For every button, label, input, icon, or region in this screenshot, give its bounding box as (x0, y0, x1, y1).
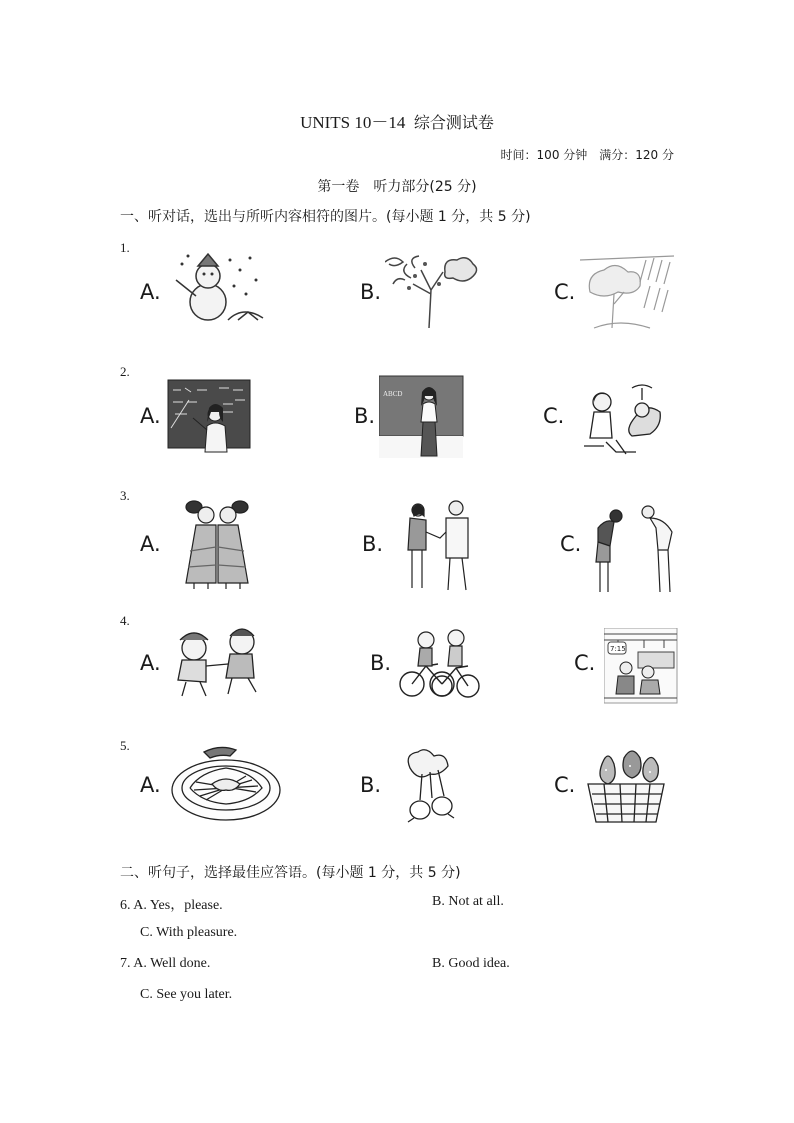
page-title (0, 108, 794, 133)
bowing-icon (592, 502, 682, 598)
time-info: 时间：100 分钟 满分：120 分 (500, 148, 674, 162)
option-label: A. (140, 404, 161, 428)
title-cn: 综合测试卷 (413, 113, 494, 132)
option-label: B. (354, 404, 376, 428)
hugging-women-icon (180, 497, 255, 596)
dentist-icon (576, 380, 666, 459)
question-7-option-a: 7. A. Well done. (120, 956, 211, 971)
option-label: C. (554, 280, 576, 304)
children-on-bus-icon (604, 628, 678, 708)
option-label: B. (360, 280, 382, 304)
question-number: 1. (120, 240, 130, 255)
question-number: 5. (120, 738, 130, 753)
option-label: C. (543, 404, 565, 428)
question-number: 4. (120, 613, 130, 628)
section2-heading: 二、听句子，选择最佳应答语。(每小题 1 分，共 5 分) (120, 865, 461, 881)
children-cycling-icon (398, 626, 482, 702)
windy-tree-icon (385, 250, 485, 334)
option-label: A. (140, 280, 161, 304)
option-label: C. (554, 773, 576, 797)
teacher-abcd-board-icon (379, 374, 464, 463)
option-label: A. (140, 773, 161, 797)
question-number: 3. (120, 488, 130, 503)
noodles-plate-icon (170, 742, 282, 828)
question-6-option-b: B. Not at all. (432, 894, 504, 909)
board-text: ABCD (383, 390, 403, 398)
handshake-icon (404, 498, 476, 598)
option-label: B. (362, 532, 384, 556)
teacher-blackboard-icon (167, 378, 252, 458)
snowman-icon (168, 250, 268, 329)
option-label: A. (140, 651, 161, 675)
option-label: C. (574, 651, 596, 675)
title-en: UNITS 10－14 (300, 113, 406, 132)
question-7-option-c: C. See you later. (140, 987, 233, 1002)
strawberry-basket-icon (584, 744, 668, 830)
question-number: 2. (120, 364, 130, 379)
vegetables-icon (400, 748, 460, 828)
option-label: B. (370, 651, 392, 675)
children-walking-icon (166, 624, 264, 704)
option-label: C. (560, 532, 582, 556)
clock-text: 7:15 (610, 645, 626, 653)
question-7-option-b: B. Good idea. (432, 956, 510, 971)
question-6-option-a: 6. A. Yes，please. (120, 898, 223, 913)
question-6-option-c: C. With pleasure. (140, 925, 238, 940)
option-label: A. (140, 532, 161, 556)
part-title: 第一卷 听力部分(25 分) (317, 179, 477, 195)
section1-heading: 一、听对话，选出与所听内容相符的图片。(每小题 1 分，共 5 分) (120, 209, 531, 225)
rainy-tree-icon (580, 252, 675, 334)
option-label: B. (360, 773, 382, 797)
